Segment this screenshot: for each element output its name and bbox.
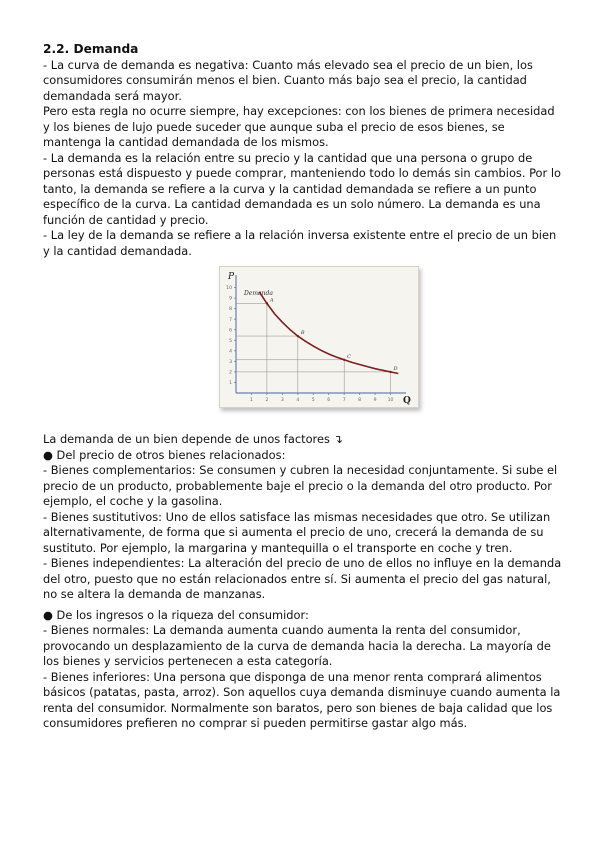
x-tick-label: 10 — [387, 398, 394, 403]
y-tick-label: 5 — [229, 338, 232, 344]
paragraph: - Bienes normales: La demanda aumenta cuando aumenta la renta del consumidor, provocando un desplazamiento de la curva de demanda hacia la derecha. La mayoría de los bienes y servicios pertenecen a esta categoría. — [43, 623, 551, 668]
x-tick-label: 3 — [280, 398, 284, 403]
paragraph: - Bienes complementarios: Se consumen y cubren la necesidad conjuntamente. Si sube el precio de un producto, probablemente baje el precio o la demanda del otro producto. Por ejemplo, el coche y la gasolina. — [43, 463, 558, 508]
y-tick-label: 6 — [229, 328, 232, 334]
paragraph: - Bienes inferiores: Una persona que disponga de una menor renta comprará alimentos básicos (patatas, pasta, arroz). Son aquellos cuya demanda disminuye cuando aumenta la renta del consumidor. Normalmente son baratos, pero son bienes de baja calidad que los consumidores prefieren no comprar si pueden permitirse gastar algo más. — [43, 669, 561, 730]
demand-chart — [219, 266, 419, 408]
document-body — [43, 42, 563, 732]
factors-intro: La demanda de un bien depende de unos factores ↴ — [43, 432, 344, 446]
curve-point — [389, 371, 391, 373]
paragraph: - La demanda es la relación entre su precio y la cantidad que una persona o grupo de personas está dispuesto y puede comprar, manteniendo todo lo demás sin cambios. Por lo tanto, la demanda se refiere a la curva y la cantidad demandada se refiere a un punto específico de la curva. La cantidad demandada es un solo número. La demanda es una función de cantidad y precio. — [43, 150, 561, 227]
x-tick-label: 5 — [311, 398, 315, 403]
curve-point-label: B — [300, 330, 305, 337]
point-guides — [236, 303, 391, 393]
curve-point-label: A — [269, 297, 274, 304]
section-title: 2.2. Demanda — [43, 42, 139, 56]
curve-points — [266, 297, 398, 373]
demand-chart-svg — [220, 267, 418, 407]
x-tick-label: 2 — [265, 398, 269, 403]
y-axis-label: P — [228, 272, 235, 282]
x-tick-label: 9 — [373, 398, 377, 403]
y-tick-label: 3 — [229, 359, 232, 365]
x-tick-label: 6 — [327, 398, 331, 403]
curve-label: Demanda — [244, 290, 273, 297]
figure-container — [43, 266, 563, 426]
factor-heading: ● Del precio de otros bienes relacionados: — [43, 447, 286, 462]
paragraph: Pero esta regla no ocurre siempre, hay excepciones: con los bienes de primera necesidad y los bienes de lujo puede suceder que aunque suba el precio de esos bienes, se mantenga la cantidad demandada de los mismos. — [43, 104, 555, 149]
paragraph: - La ley de la demanda se refiere a la relación inversa existente entre el precio de un bien y la cantidad demandada. — [43, 228, 557, 258]
paragraph: - La curva de demanda es negativa: Cuanto más elevado sea el precio de un bien, los consumidores consumirán menos el bien. Cuanto más bajo sea el precio, la cantidad demandada será mayor. — [43, 57, 533, 103]
y-tick-label: 8 — [229, 307, 232, 313]
y-tick-label: 9 — [229, 296, 232, 302]
demand-curve — [259, 292, 398, 374]
x-axis-label: Q — [403, 396, 411, 406]
x-tick-label: 4 — [296, 398, 300, 403]
curve-point-label: C — [347, 353, 352, 360]
x-tick-label: 1 — [249, 398, 253, 403]
y-tick-label: 7 — [229, 317, 232, 323]
paragraph: - Bienes independientes: La alteración del precio de uno de ellos no influye en la demanda del otro, puesto que no están relacionados entre sí. Si aumenta el precio del gas natural, no se altera la demanda de manzanas. — [43, 556, 562, 601]
x-tick-label: 8 — [358, 398, 362, 403]
x-tick-label: 7 — [342, 398, 346, 403]
y-tick-label: 1 — [229, 381, 232, 387]
curve-point — [297, 335, 299, 337]
paragraph: - Bienes sustitutivos: Uno de ellos satisface las mismas necesidades que otro. Se utilizan alternativamente, de forma que si aumenta el precio de uno, crecerá la demanda de su sustituto. Por ejemplo, la margarina y mantequilla o el transporte en coche y tren. — [43, 509, 551, 555]
y-tick-label: 2 — [229, 370, 232, 376]
y-tick-label: 4 — [229, 349, 232, 355]
curve-point — [343, 359, 345, 361]
curve-point-label: D — [393, 365, 398, 372]
curve-point — [266, 302, 268, 304]
y-tick-label: 10 — [226, 286, 232, 292]
factor-heading: ● De los ingresos o la riqueza del consumidor: — [43, 607, 309, 622]
